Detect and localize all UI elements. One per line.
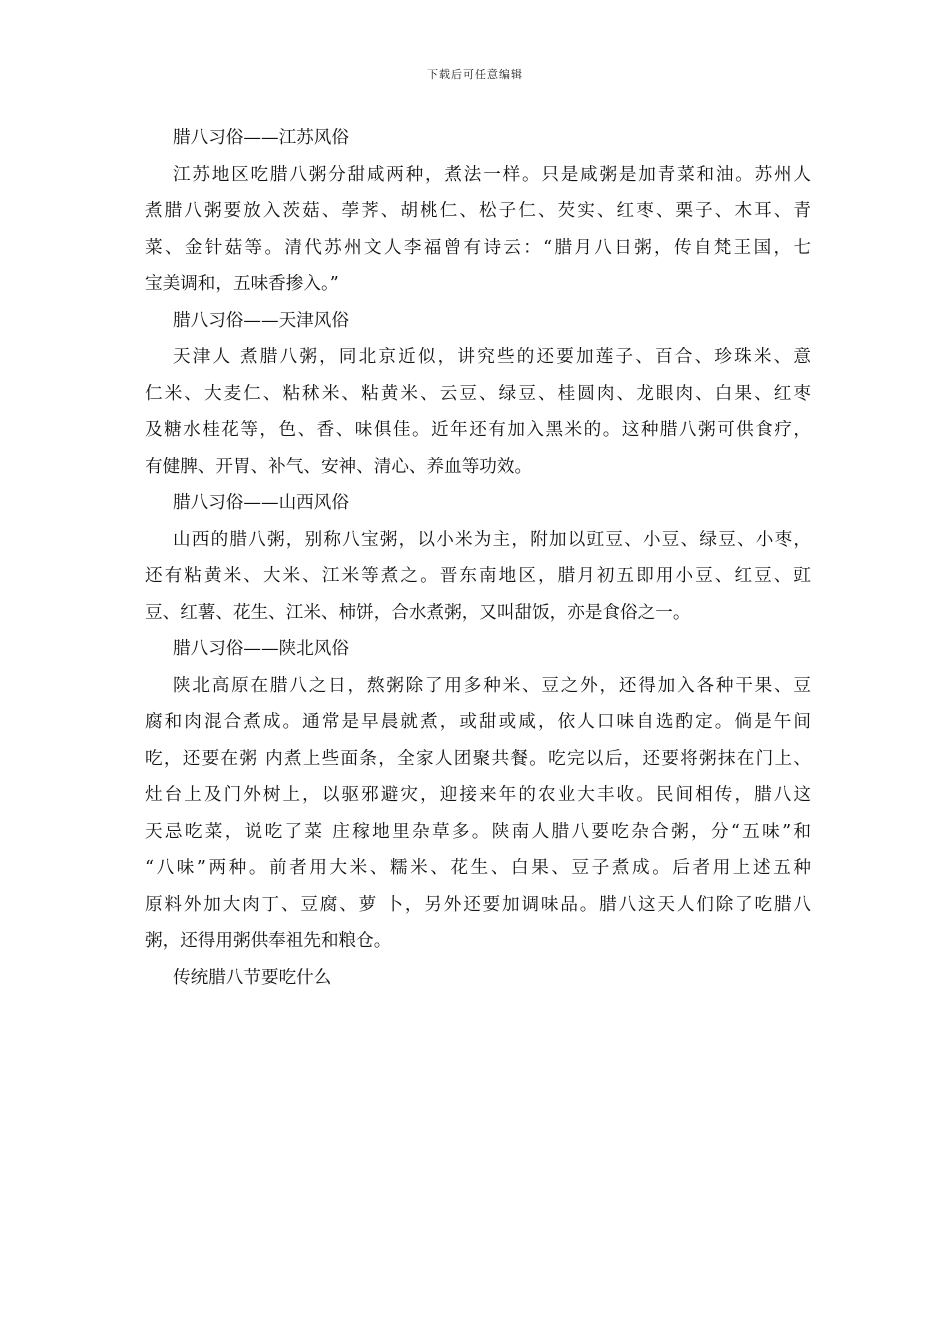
section-heading: 传统腊八节要吃什么 [173, 967, 332, 988]
paragraph-line: 陕北高原在腊八之日，熬粥除了用多种米、豆之外，还得加入各种干果、豆 [173, 675, 811, 696]
section-heading: 腊八习俗——江苏风俗 [173, 128, 349, 148]
paragraph-line: 原料外加大肉丁、豆腐、萝 卜，另外还要加调味品。腊八这天人们除了吃腊八 [145, 894, 811, 915]
paragraph-line: 豆、红薯、花生、江米、柿饼，合水煮粥，又叫甜饭，亦是食俗之一。 [145, 602, 691, 623]
paragraph-line: 粥，还得用粥供奉祖先和粮仓。 [145, 931, 392, 951]
paragraph-line: 山西的腊八粥，别称八宝粥，以小米为主，附加以豇豆、小豆、绿豆、小枣， [173, 529, 811, 550]
document-body [145, 120, 811, 996]
section-heading: 腊八习俗——陕北风俗 [173, 639, 349, 659]
paragraph-line: 宝美调和，五味香掺入。” [145, 274, 339, 294]
paragraph-line: 有健脾、开胃、补气、安神、清心、养血等功效。 [145, 456, 533, 477]
section-heading: 腊八习俗——山西风俗 [173, 493, 349, 513]
paragraph-line: 江苏地区吃腊八粥分甜咸两种，煮法一样。只是咸粥是加青菜和油。苏州人 [173, 164, 811, 185]
paragraph-line: 及糖水桂花等，色、香、味俱佳。近年还有加入黑米的。这种腊八粥可供食疗， [145, 420, 811, 440]
paragraph-line: “八味”两种。前者用大米、糯米、花生、白果、豆子煮成。后者用上述五种 [145, 858, 811, 878]
paragraph-line: 腐和肉混合煮成。通常是早晨就煮，或甜或咸，依人口味自选酌定。倘是午间 [145, 712, 811, 732]
paragraph-line: 还有粘黄米、大米、江米等煮之。晋东南地区，腊月初五即用小豆、红豆、豇 [145, 566, 811, 586]
paragraph-line: 仁米、大麦仁、粘秫米、粘黄米、云豆、绿豆、桂圆肉、龙眼肉、白果、红枣 [145, 383, 811, 404]
section-heading: 腊八习俗——天津风俗 [173, 310, 349, 331]
paragraph-line: 菜、金针菇等。清代苏州文人李福曾有诗云：“腊月八日粥，传自梵王国，七 [145, 237, 811, 258]
header-note: 下载后可任意编辑 [427, 68, 523, 81]
paragraph-line: 煮腊八粥要放入茨菇、荸荠、胡桃仁、松子仁、芡实、红枣、栗子、木耳、青 [145, 201, 811, 221]
paragraph-line: 天忌吃菜，说吃了菜 庄稼地里杂草多。陕南人腊八要吃杂合粥，分“五味”和 [145, 821, 811, 842]
paragraph-line: 灶台上及门外树上，以驱邪避灾，迎接来年的农业大丰收。民间相传，腊八这 [145, 785, 811, 805]
paragraph-line: 吃，还要在粥 内煮上些面条，全家人团聚共餐。吃完以后，还要将粥抹在门上、 [145, 748, 811, 769]
paragraph-line: 天津人 煮腊八粥，同北京近似，讲究些的还要加莲子、百合、珍珠米、意 [173, 347, 811, 367]
